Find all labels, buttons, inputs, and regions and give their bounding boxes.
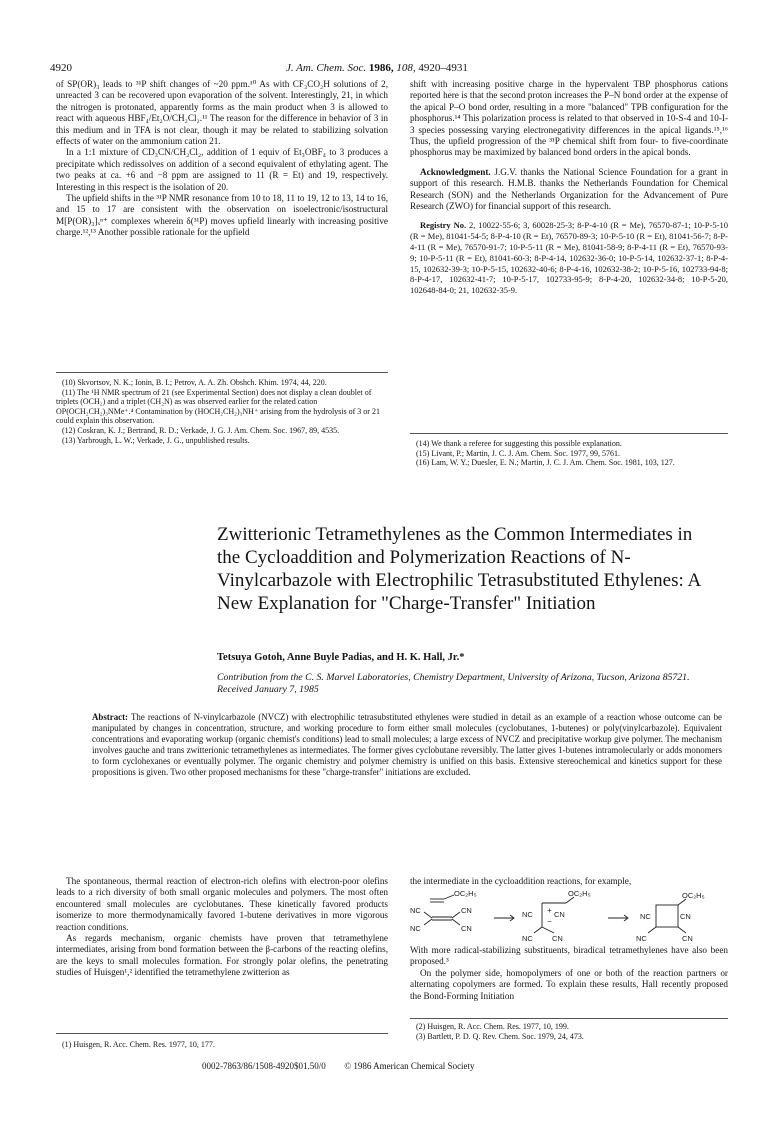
nitrile-bond: [534, 927, 542, 933]
ether-bond: [444, 895, 454, 899]
paragraph: The spontaneous, thermal reaction of electron-rich olefins with electron-poor olefins leads to a rich diversity of both small organic molecules and polymers. The most often encountered small molecules are cyclobutanes. These kinetically favored products isomerize to more thermodynamically favored 1-butene derivatives in more vigorous reaction conditions.: [56, 876, 388, 932]
reaction-scheme-drawing: [410, 889, 728, 943]
nitrile-bond: [648, 927, 656, 933]
paragraph: On the polymer side, homopolymers of one or both of the reaction partners or alternating copolymers are formed. To explain these results, Hall recently proposed the Bond-Forming Initiation: [410, 967, 728, 1001]
top-right-footnotes: [410, 439, 728, 468]
paragraph: With more radical-stabilizing substituents, biradical tetramethylenes have also been proposed.³: [410, 945, 728, 967]
nitrile-label: CN: [554, 910, 565, 919]
footnote: (3) Bartlett, P. D. Q. Rev. Chem. Soc. 1979, 24, 473.: [416, 1031, 584, 1041]
footnote-divider: [410, 1018, 728, 1019]
nitrile-bond: [452, 912, 460, 918]
journal-pages: 4920–4931: [418, 62, 468, 74]
registry-text: 2, 10022-55-6; 3, 60028-25-3; 8-P-4-10 (R = Me), 76570-87-1; 10-P-5-10 (R = Me), 81041-54-5; 8-P-4-10 (R = Et), 76570-89-3; 10-P-5-10 (R = Et), 81041-56-7; 8-P-4-11 (R = Me), 76570-91-7; 10-P-5-11 (R = Me), 81041-58-9; 8-P-4-11 (R = Et), 76570-93-9; 10-P-5-11 (R = Et), 81041-60-3; 8-P-4-14, 102632-36-0; 10-P-5-14, 102632-37-1; 8-P-4-15, 102632-39-3; 10-P-5-15, 102632-40-6; 8-P-4-16, 102632-38-2; 10-P-5-16, 102733-94-8; 8-P-4-17, 102632-41-7; 10-P-5-17, 102733-95-9; 8-P-4-20, 102632-34-8; 10-P-5-20, 102648-84-0; 21, 102632-35-9.: [410, 220, 729, 296]
substituent-label: OC₂H₅: [568, 889, 591, 898]
bottom-right-footnotes: [410, 1022, 728, 1041]
nitrile-label: CN: [461, 906, 472, 915]
abstract-label: Abstract:: [92, 712, 128, 722]
footnote: (10) Skvortsov, N. K.; Ionin, B. I.; Petrov, A. A. Zh. Obshch. Khim. 1974, 44, 220.: [62, 378, 327, 387]
acknowledgment: [410, 167, 728, 213]
journal-volume: 108,: [396, 62, 416, 74]
article-title: Zwitterionic Tetramethylenes as the Common Intermediates in the Cycloaddition and Polymerization Reactions of N-Vinylcarbazole with Electrophilic Tetrasubstituted Ethylenes: A New Explanation for "Charge-Transfer" Initiation: [217, 524, 701, 614]
footnote-divider: [410, 433, 728, 434]
article-affiliation: Contribution from the C. S. Marvel Laboratories, Chemistry Department, University of Arizona, Tucson, Arizona 85721. Received January 7, 1985: [217, 672, 690, 695]
journal-name: J. Am. Chem. Soc.: [286, 62, 367, 74]
paragraph: The upfield shifts in the ³¹P NMR resonance from 10 to 18, 11 to 19, 12 to 13, 14 to 16, and 15 to 17 are consistent with the observation on isoelectronic/isostructural M[P(OR)₃]ₓⁿ⁺ complexes wherein δ(³¹P) moves upfield linearly with increasing positive charge.¹²,¹³ Another possible rationale for the upfield: [56, 193, 388, 238]
footnote: (13) Yarbrough, L. W.; Verkade, J. G., unpublished results.: [62, 435, 250, 445]
nitrile-bond: [542, 927, 554, 933]
footnote: (2) Huisgen, R. Acc. Chem. Res. 1977, 10, 199.: [416, 1022, 569, 1031]
charge-symbol: −: [547, 917, 552, 926]
footnote: (12) Coskran, K. J.; Bertrand, R. D.; Verkade, J. G. J. Am. Chem. Soc. 1967, 89, 4535.: [62, 425, 340, 435]
article-authors: Tetsuya Gotoh, Anne Buyle Padias, and H. K. Hall, Jr.*: [217, 652, 465, 663]
bottom-left-footnotes: [56, 1040, 388, 1050]
footnote: (1) Huisgen, R. Acc. Chem. Res. 1977, 10, 177.: [62, 1040, 215, 1049]
nitrile-bond: [678, 927, 686, 933]
nitrile-label: NC: [410, 924, 421, 933]
reaction-scheme: [410, 889, 728, 943]
ack-text: J.G.V. thanks the National Science Foundation for a grant in support of this research. H.M.B. thanks the Netherlands Foundation for Chemical Research (SON) and the Netherlands Organization for the Advancement of Pure Research (ZWO) for financial support of this research.: [410, 166, 728, 212]
nitrile-bond: [452, 919, 460, 925]
charge-symbol: +: [547, 906, 552, 915]
top-left-footnotes: [56, 378, 388, 445]
footnote-divider: [56, 372, 388, 373]
page-footer: [202, 1061, 475, 1071]
bottom-right-intro: [410, 876, 728, 887]
paragraph: shift with increasing positive charge in the hypervalent TBP phosphorus cations reported here is that the second proton increases the P–N bond order at the expense of the apical P–O bond order, resulting in a more "balanced" TPB configuration for the phosphorus.¹⁴ This polarization process is related to that observed in 10-S-4 and 10-I-3 species possessing varying electronegativity differences in the apical ligands.¹⁵,¹⁶ Thus, the upfield progression of the ³¹P chemical shift from four- to five-coordinate phosphorus may be maximized by balanced bond orders in the apical bonds.: [410, 79, 728, 158]
nitrile-label: NC: [410, 906, 421, 915]
footnote-divider: [56, 1033, 388, 1034]
abstract-text: The reactions of N-vinylcarbazole (NVCZ) with electrophilic tetrasubstituted ethylenes were studied in detail as an example of a reaction whose outcome can be manipulated by changes in concentration, structure, and working procedure to form either small molecules (cyclobutanes, 1-butenes) or poly(vinylcarbazole). Equivalent concentrations and evaporating workup (organic chemist's conditions) lead to small molecules; a large excess of NVCZ and precipitative workup give polymer. The mechanism involves gauche and trans zwitterionic tetramethylenes as intermediates. The former gives cyclobutane reversibly. The latter gives 1-butenes intramolecularly or adds monomers to form cyclohexanes or eventually polymer. The organic chemistry and polymer chemistry is unified on this basis. Extensive stereochemical and kinetics support for these propositions is given. Two other proposed mechanisms for these "charge-transfer" initiations are excluded.: [92, 712, 722, 777]
bottom-right-body: [410, 945, 728, 1002]
nitrile-bond: [424, 912, 432, 918]
paragraph: the intermediate in the cycloaddition reactions, for example,: [410, 876, 632, 886]
nitrile-label: CN: [682, 934, 693, 943]
footnote: (14) We thank a referee for suggesting this possible explanation.: [416, 439, 622, 448]
nitrile-label: CN: [552, 934, 563, 943]
substituent-label: OC₂H₅: [682, 891, 705, 900]
article-code: 0002-7863/86/1508-4920$01.50/0: [202, 1061, 326, 1071]
paragraph: of SP(OR)₃ leads to ³¹P shift changes of ~20 ppm.¹⁰ As with CF₃CO₂H solutions of 2, unreacted 3 can be recovered upon evaporation of the solvent. Interestingly, 21, in which the nitrogen is protonated, apparently forms as the main product when 3 is allowed to react with aqueous HBF₄/Et₂O/CH₂Cl₂.¹¹ The reason for the difference in behavior of 3 in this medium and in TFA is not clear, though it may be related to stabilizing solvation effects of water on the ammonium cation 21.: [56, 79, 388, 147]
page-number: 4920: [50, 62, 72, 74]
footnote: (11) The ¹H NMR spectrum of 21 (see Experimental Section) does not display a clean doublet of triplets (OCH₂) and a triplet (CH₂N) as was observed earlier for the related cation OP(OCH₂CH₂)₃NMe⁺.⁴ Contamination by (HOCH₂CH₂)₃NH⁺ arising from the hydrolysis of 3 or 21 could explain this observation.: [56, 387, 380, 426]
nitrile-label: NC: [640, 912, 651, 921]
top-right-body: [410, 79, 728, 296]
registry-label: Registry No.: [420, 220, 467, 231]
footnote: (15) Livant, P.; Martin, J. C. J. Am. Chem. Soc. 1977, 99, 5761.: [416, 448, 620, 458]
substituent-label: OC₂H₅: [454, 889, 477, 898]
top-left-body: [56, 79, 388, 239]
footnote: (16) Lam, W. Y.; Duesler, E. N.; Martin, J. C. J. Am. Chem. Soc. 1981, 103, 127.: [416, 458, 675, 468]
running-header: [286, 62, 468, 74]
paragraph: As regards mechanism, organic chemists have proven that tetramethylene intermediates, arising from bond formation between the β-carbons of the reacting olefins, are the keys to small molecules formation. For strongly polar olefins, the penetrating studies of Huisgen¹,² identified the tetramethylene zwitterion as: [56, 933, 388, 978]
journal-year: 1986,: [368, 62, 394, 74]
abstract: [92, 712, 722, 778]
nitrile-label: NC: [522, 910, 533, 919]
cyclobutane-ring: [656, 905, 678, 927]
registry-numbers: [410, 220, 728, 296]
copyright: © 1986 American Chemical Society: [344, 1061, 475, 1071]
bottom-left-body: [56, 876, 388, 979]
nitrile-label: NC: [636, 934, 647, 943]
paragraph: In a 1:1 mixture of CD₃CN/CH₂Cl₂, addition of 1 equiv of Et₃OBF₄ to 3 produces a precipitate which redissolves on addition of a second equivalent of ethylating agent. The two peaks at ca. +6 and −8 ppm are assigned to 11 (R = Et) and 19, respectively. Interesting in this respect is the isolation of 20.: [56, 147, 388, 192]
nitrile-label: CN: [461, 924, 472, 933]
nitrile-label: CN: [680, 912, 691, 921]
ack-label: Acknowledgment.: [420, 166, 491, 177]
nitrile-label: NC: [522, 934, 533, 943]
nitrile-bond: [424, 919, 432, 925]
